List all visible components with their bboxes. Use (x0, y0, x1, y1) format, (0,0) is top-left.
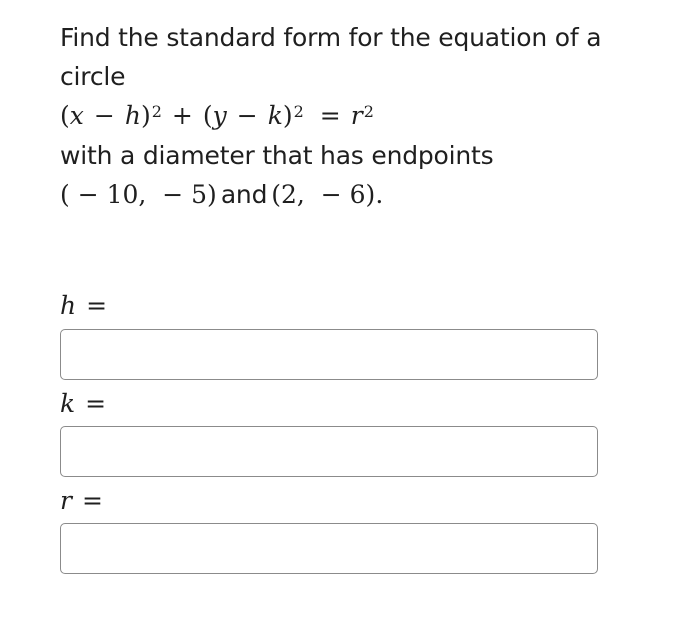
period: . (375, 180, 384, 209)
eq-close-paren: ) (282, 101, 293, 130)
h-equals: = (86, 291, 108, 320)
eq-open-paren: ( (60, 101, 70, 130)
eq-exponent: 2 (363, 102, 374, 121)
r-variable: r (60, 486, 72, 515)
endpoints-line (60, 175, 660, 214)
problem-text-line-4: with a diameter that has endpoints (60, 141, 494, 170)
eq-var-r: r (350, 101, 363, 130)
problem-text-line-1: Find the standard form for the equation of a (60, 23, 602, 52)
and-text: and (220, 180, 268, 209)
eq-exponent: 2 (151, 102, 162, 121)
eq-exponent: 2 (293, 102, 304, 121)
eq-close-paren: ) (140, 101, 151, 130)
h-label (60, 288, 107, 324)
eq-minus: − (93, 101, 115, 130)
eq-open-paren: ( (202, 101, 213, 130)
endpoint-1: ( − 10, − 5) (60, 180, 217, 209)
r-label (60, 483, 103, 519)
eq-plus: + (171, 101, 193, 130)
eq-equals: = (319, 101, 341, 130)
eq-var-h: h (124, 101, 141, 130)
endpoint-2: (2, − 6) (271, 180, 376, 209)
eq-var-x: x (69, 101, 84, 130)
eq-minus: − (236, 101, 258, 130)
r-equals: = (81, 486, 103, 515)
standard-form-equation (60, 96, 660, 136)
k-variable: k (60, 389, 76, 418)
h-answer-input[interactable] (60, 329, 598, 380)
k-label (60, 386, 106, 422)
eq-var-k: k (267, 101, 283, 130)
eq-var-y: y (212, 101, 227, 130)
r-answer-input[interactable] (60, 523, 598, 574)
k-answer-input[interactable] (60, 426, 598, 477)
problem-text-line-2: circle (60, 62, 126, 91)
k-equals: = (85, 389, 107, 418)
problem-statement (60, 18, 660, 214)
h-variable: h (60, 291, 77, 320)
